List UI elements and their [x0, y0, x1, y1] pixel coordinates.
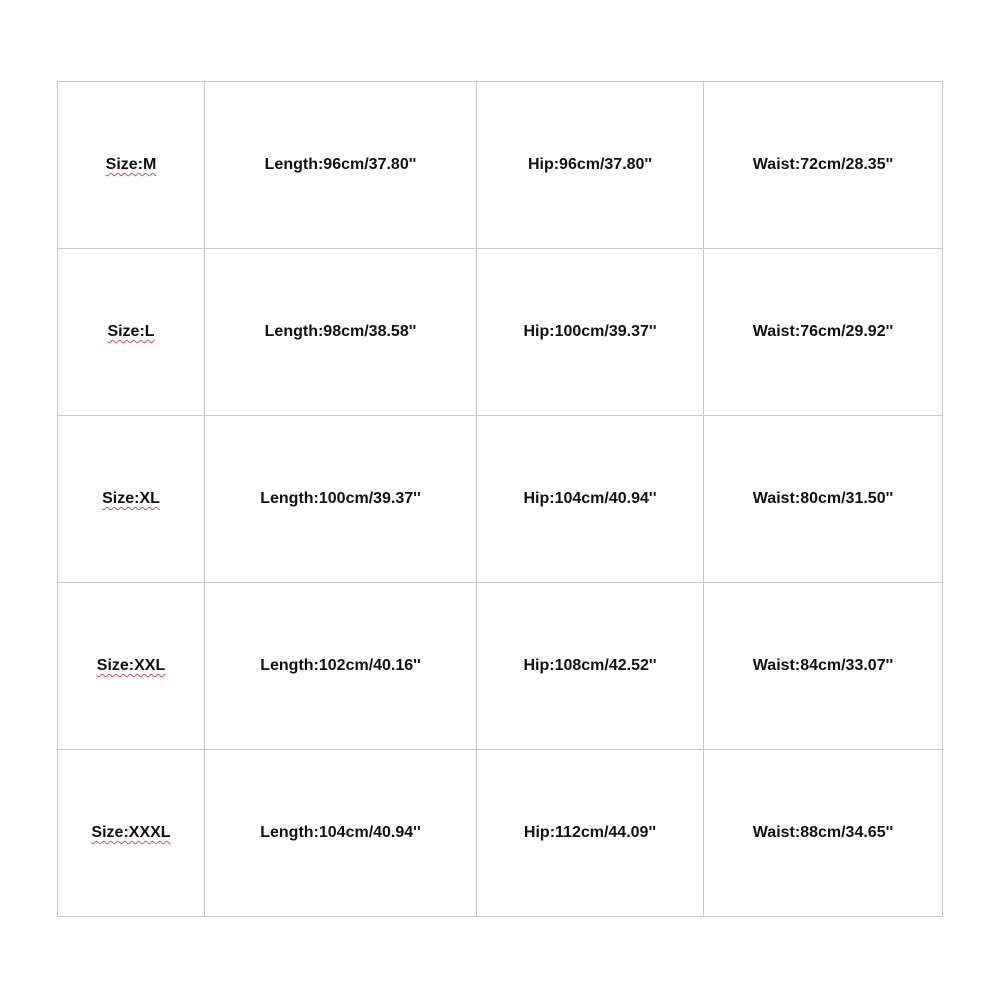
length-cell — [205, 583, 477, 750]
size-label: Size:M — [105, 156, 157, 173]
length-cell — [205, 416, 477, 583]
hip-value: Hip:108cm/42.52'' — [523, 657, 657, 674]
size-label: Size:XXL — [96, 657, 166, 674]
table-row — [58, 750, 943, 917]
length-value: Length:98cm/38.58'' — [264, 323, 417, 340]
length-value: Length:102cm/40.16'' — [260, 657, 421, 674]
hip-value: Hip:112cm/44.09'' — [523, 824, 657, 841]
table-row — [58, 82, 943, 249]
waist-cell — [704, 416, 943, 583]
hip-cell — [477, 82, 704, 249]
waist-value: Waist:80cm/31.50'' — [752, 490, 894, 507]
size-cell — [58, 583, 205, 750]
size-cell — [58, 750, 205, 917]
waist-cell — [704, 82, 943, 249]
size-label: Size:L — [107, 323, 155, 340]
waist-cell — [704, 583, 943, 750]
waist-cell — [704, 750, 943, 917]
hip-cell — [477, 583, 704, 750]
hip-value: Hip:104cm/40.94'' — [523, 490, 657, 507]
size-label: Size:XL — [102, 490, 160, 507]
length-value: Length:96cm/37.80'' — [264, 156, 417, 173]
hip-value: Hip:96cm/37.80'' — [527, 156, 653, 173]
table-row — [58, 583, 943, 750]
length-cell — [205, 82, 477, 249]
hip-cell — [477, 249, 704, 416]
size-label: Size:XXXL — [91, 824, 171, 841]
hip-value: Hip:100cm/39.37'' — [523, 323, 657, 340]
length-cell — [205, 249, 477, 416]
waist-value: Waist:88cm/34.65'' — [752, 824, 894, 841]
size-cell — [58, 249, 205, 416]
waist-cell — [704, 249, 943, 416]
size-cell — [58, 416, 205, 583]
length-cell — [205, 750, 477, 917]
length-value: Length:104cm/40.94'' — [260, 824, 421, 841]
waist-value: Waist:84cm/33.07'' — [752, 657, 894, 674]
waist-value: Waist:72cm/28.35'' — [752, 156, 894, 173]
table-row — [58, 416, 943, 583]
hip-cell — [477, 416, 704, 583]
table-row — [58, 249, 943, 416]
length-value: Length:100cm/39.37'' — [260, 490, 421, 507]
waist-value: Waist:76cm/29.92'' — [752, 323, 894, 340]
size-chart-table — [57, 81, 943, 917]
size-cell — [58, 82, 205, 249]
hip-cell — [477, 750, 704, 917]
